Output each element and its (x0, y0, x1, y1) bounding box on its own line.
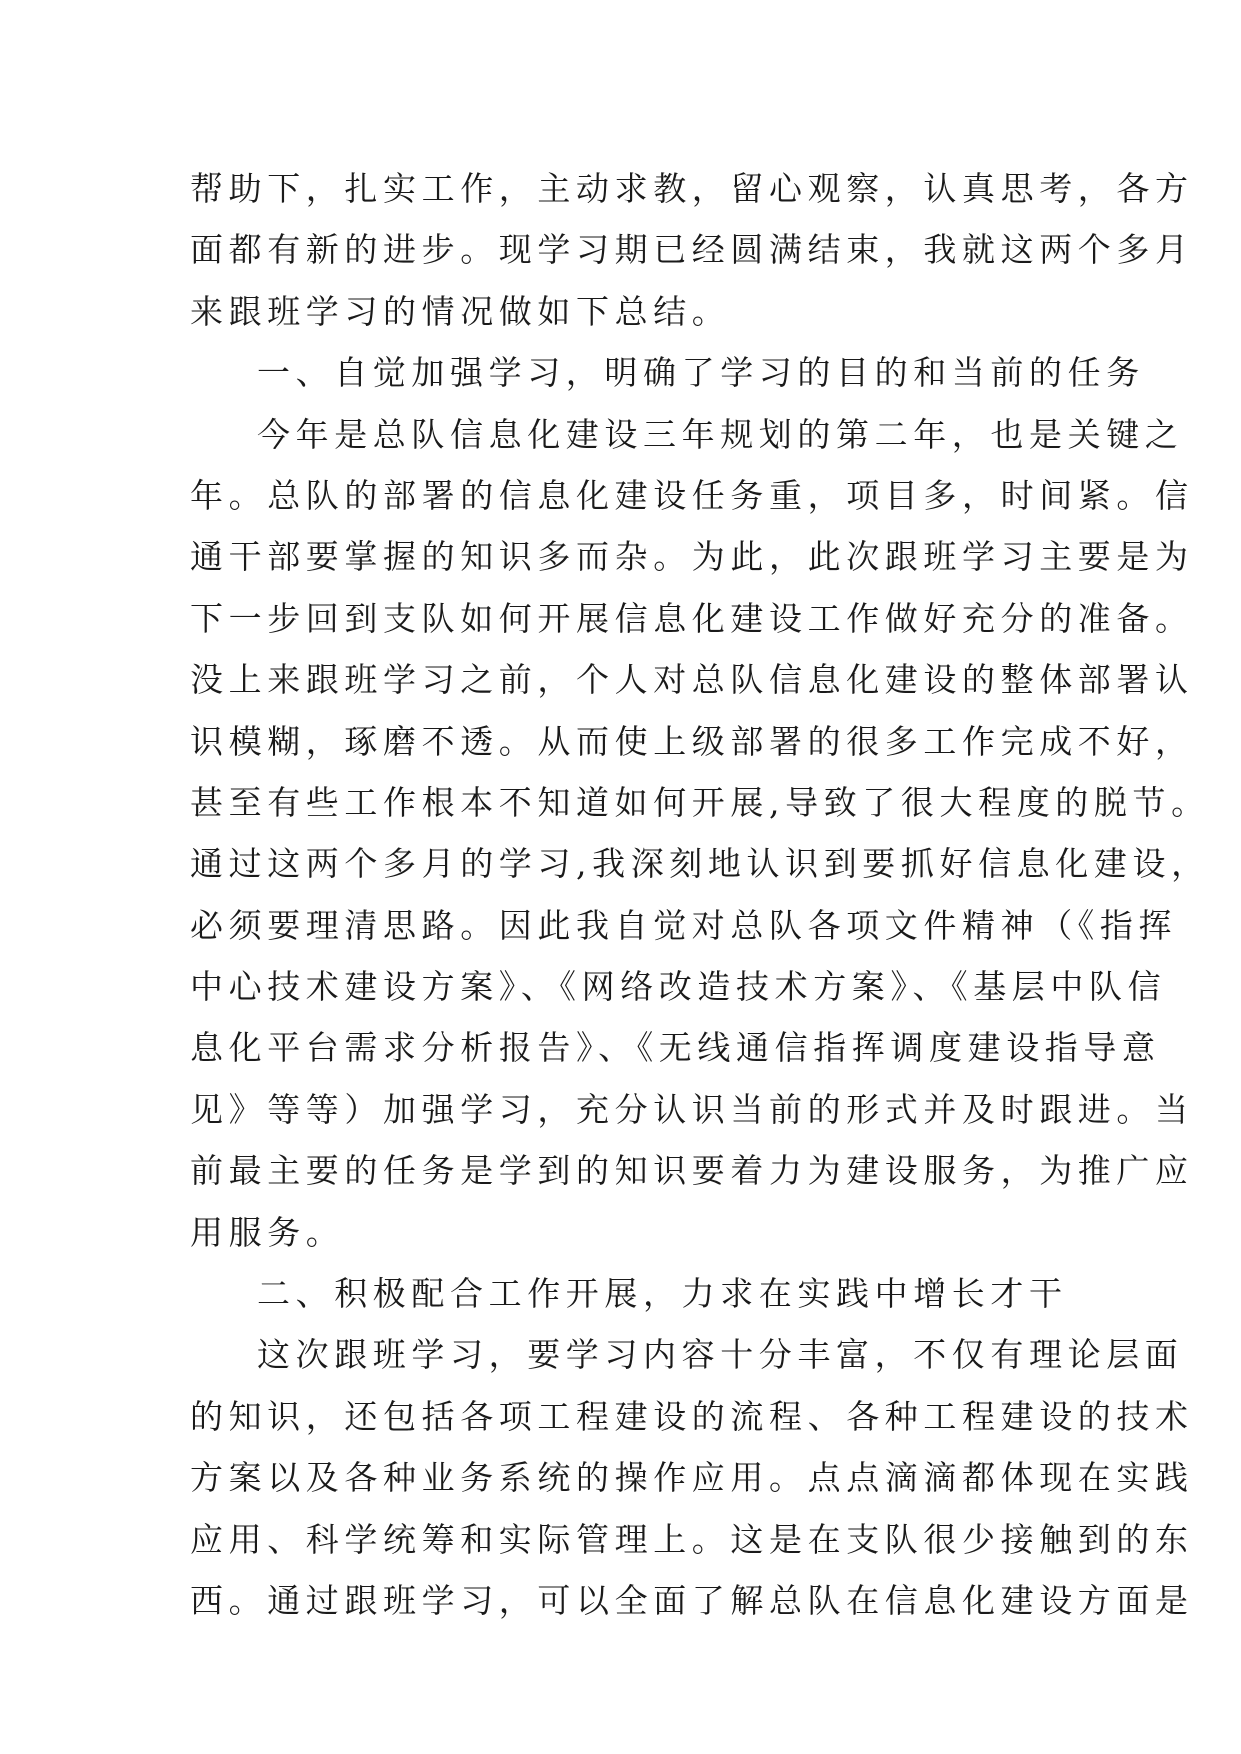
text-line: 来跟班学习的情况做如下总结。 (190, 291, 731, 331)
text-line: 中心技术建设方案》、《网络改造技术方案》、《基层中队信 (190, 967, 1167, 1007)
text-line: 必须要理清思路。因此我自觉对总队各项文件精神（《指挥 (190, 905, 1178, 945)
text-line: 西。通过跟班学习，可以全面了解总队在信息化建设方面是 (190, 1580, 1194, 1620)
text-line: 二、积极配合工作开展，力求在实践中增长才干 (257, 1274, 1068, 1314)
text-line: 应用、科学统筹和实际管理上。这是在支队很少接触到的东 (190, 1519, 1194, 1559)
text-line: 前最主要的任务是学到的知识要着力为建设服务，为推广应 (190, 1151, 1194, 1191)
text-line: 通过这两个多月的学习,我深刻地认识到要抓好信息化建设， (190, 844, 1210, 884)
text-line: 面都有新的进步。现学习期已经圆满结束，我就这两个多月 (190, 230, 1194, 270)
text-line: 息化平台需求分析报告》、《无线通信指挥调度建设指导意 (190, 1028, 1161, 1068)
text-line: 这次跟班学习，要学习内容十分丰富，不仅有理论层面 (257, 1335, 1184, 1375)
text-line: 下一步回到支队如何开展信息化建设工作做好充分的准备。 (190, 598, 1194, 638)
text-line: 的知识，还包括各项工程建设的流程、各种工程建设的技术 (190, 1396, 1194, 1436)
text-line: 通干部要掌握的知识多而杂。为此，此次跟班学习主要是为 (190, 537, 1194, 577)
text-line: 用服务。 (190, 1212, 345, 1252)
text-line: 一、自觉加强学习，明确了学习的目的和当前的任务 (257, 353, 1145, 393)
text-line: 帮助下，扎实工作，主动求教，留心观察，认真思考，各方 (190, 169, 1194, 208)
text-line: 今年是总队信息化建设三年规划的第二年，也是关键之 (257, 414, 1184, 454)
text-line: 年。总队的部署的信息化建设任务重，项目多，时间紧。信 (190, 475, 1194, 515)
text-line: 没上来跟班学习之前，个人对总队信息化建设的整体部署认 (190, 660, 1194, 700)
text-line: 识模糊，琢磨不透。从而使上级部署的很多工作完成不好， (190, 721, 1194, 761)
document-body (190, 158, 1210, 1631)
document-page (190, 158, 1210, 1631)
text-line: 甚至有些工作根本不知道如何开展,导致了很大程度的脱节。 (190, 782, 1210, 822)
text-line: 方案以及各种业务系统的操作应用。点点滴滴都体现在实践 (190, 1458, 1194, 1498)
text-line: 见》等等）加强学习，充分认识当前的形式并及时跟进。当 (190, 1089, 1194, 1129)
